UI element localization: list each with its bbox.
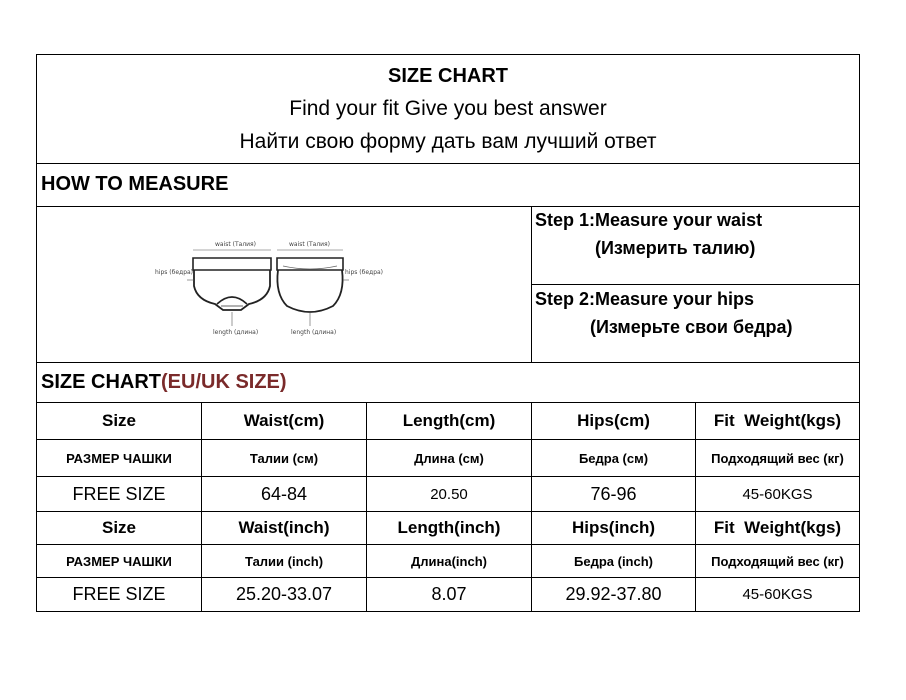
divider	[37, 362, 859, 363]
briefs-front-icon	[187, 250, 271, 326]
ru-header-cell: Длина (см)	[414, 450, 484, 466]
panties-diagram	[37, 206, 531, 362]
header-cell: Size	[101, 410, 137, 430]
header	[37, 55, 859, 163]
briefs-back-icon	[277, 250, 349, 326]
header-cell: Size	[101, 518, 137, 537]
size-chart-document	[36, 54, 860, 612]
step-1-sub-label: (Измерить талию)	[595, 238, 756, 258]
divider	[531, 284, 859, 285]
header-cell: Length(cm)	[402, 410, 496, 430]
ru-header-cell: Подходящий вес (кг)	[711, 553, 844, 569]
header-cell: Hips(cm)	[577, 410, 650, 430]
step-2-sub-label: (Измерьте свои бедра)	[590, 317, 793, 337]
value-cell: FREE SIZE	[72, 584, 166, 604]
step-1-sub	[595, 238, 755, 259]
right-length-label: length (длина)	[291, 329, 337, 336]
ru-header-cell: Талии (см)	[249, 450, 319, 466]
subtitle-english: Find your fit Give you best answer	[289, 97, 607, 120]
value-cell: 25.20-33.07	[235, 584, 333, 604]
how-to-measure-title: HOW TO MEASURE	[41, 173, 229, 195]
left-hips-label: hips (бедра)	[155, 269, 194, 276]
ru-header-cell: Длина(inch)	[411, 553, 487, 569]
ru-header-cell: Талии (inch)	[244, 553, 324, 569]
header-cell: Fit Weight(kgs)	[713, 518, 842, 537]
size-chart-title-main: SIZE CHART	[41, 371, 161, 393]
subtitle-russian: Найти свою форму дать вам лучший ответ	[239, 130, 657, 153]
value-cell: 76-96	[590, 483, 637, 504]
header-cell: Waist(inch)	[238, 518, 330, 537]
header-cell: Fit Weight(kgs)	[713, 410, 842, 430]
page-title: SIZE CHART	[388, 65, 508, 87]
header-cell: Length(inch)	[397, 518, 501, 537]
ru-header-cell: РАЗМЕР ЧАШКИ	[66, 450, 172, 466]
value-cell: 64-84	[260, 483, 308, 504]
step-2-label: Step 2:Measure your hips	[535, 289, 755, 309]
size-chart-title	[41, 371, 287, 394]
step-2	[535, 289, 754, 310]
step-1	[535, 210, 762, 231]
divider	[37, 163, 859, 164]
measure-illustration	[37, 206, 531, 362]
value-cell: 45-60KGS	[742, 485, 813, 503]
value-cell: 45-60KGS	[742, 586, 813, 603]
value-cell: FREE SIZE	[72, 483, 166, 504]
ru-header-cell: Подходящий вес (кг)	[711, 450, 844, 466]
right-waist-label: waist (Талия)	[289, 241, 331, 248]
ru-header-cell: Бедра (см)	[578, 450, 649, 466]
size-chart-title-accent: (EU/UK SIZE)	[161, 371, 287, 393]
value-cell: 8.07	[431, 584, 467, 604]
ru-header-cell: Бедра (inch)	[574, 553, 653, 569]
left-length-label: length (длина)	[213, 329, 259, 336]
header-cell: Hips(inch)	[571, 518, 656, 537]
ru-header-cell: РАЗМЕР ЧАШКИ	[66, 553, 172, 569]
left-waist-label: waist (Талия)	[215, 241, 257, 248]
value-cell: 20.50	[430, 485, 468, 503]
header-cell: Waist(cm)	[243, 410, 325, 430]
step-2-sub	[590, 317, 793, 338]
value-cell: 29.92-37.80	[565, 584, 662, 604]
step-1-label: Step 1:Measure your waist	[535, 210, 763, 230]
right-hips-label: hips (бедра)	[345, 269, 384, 276]
